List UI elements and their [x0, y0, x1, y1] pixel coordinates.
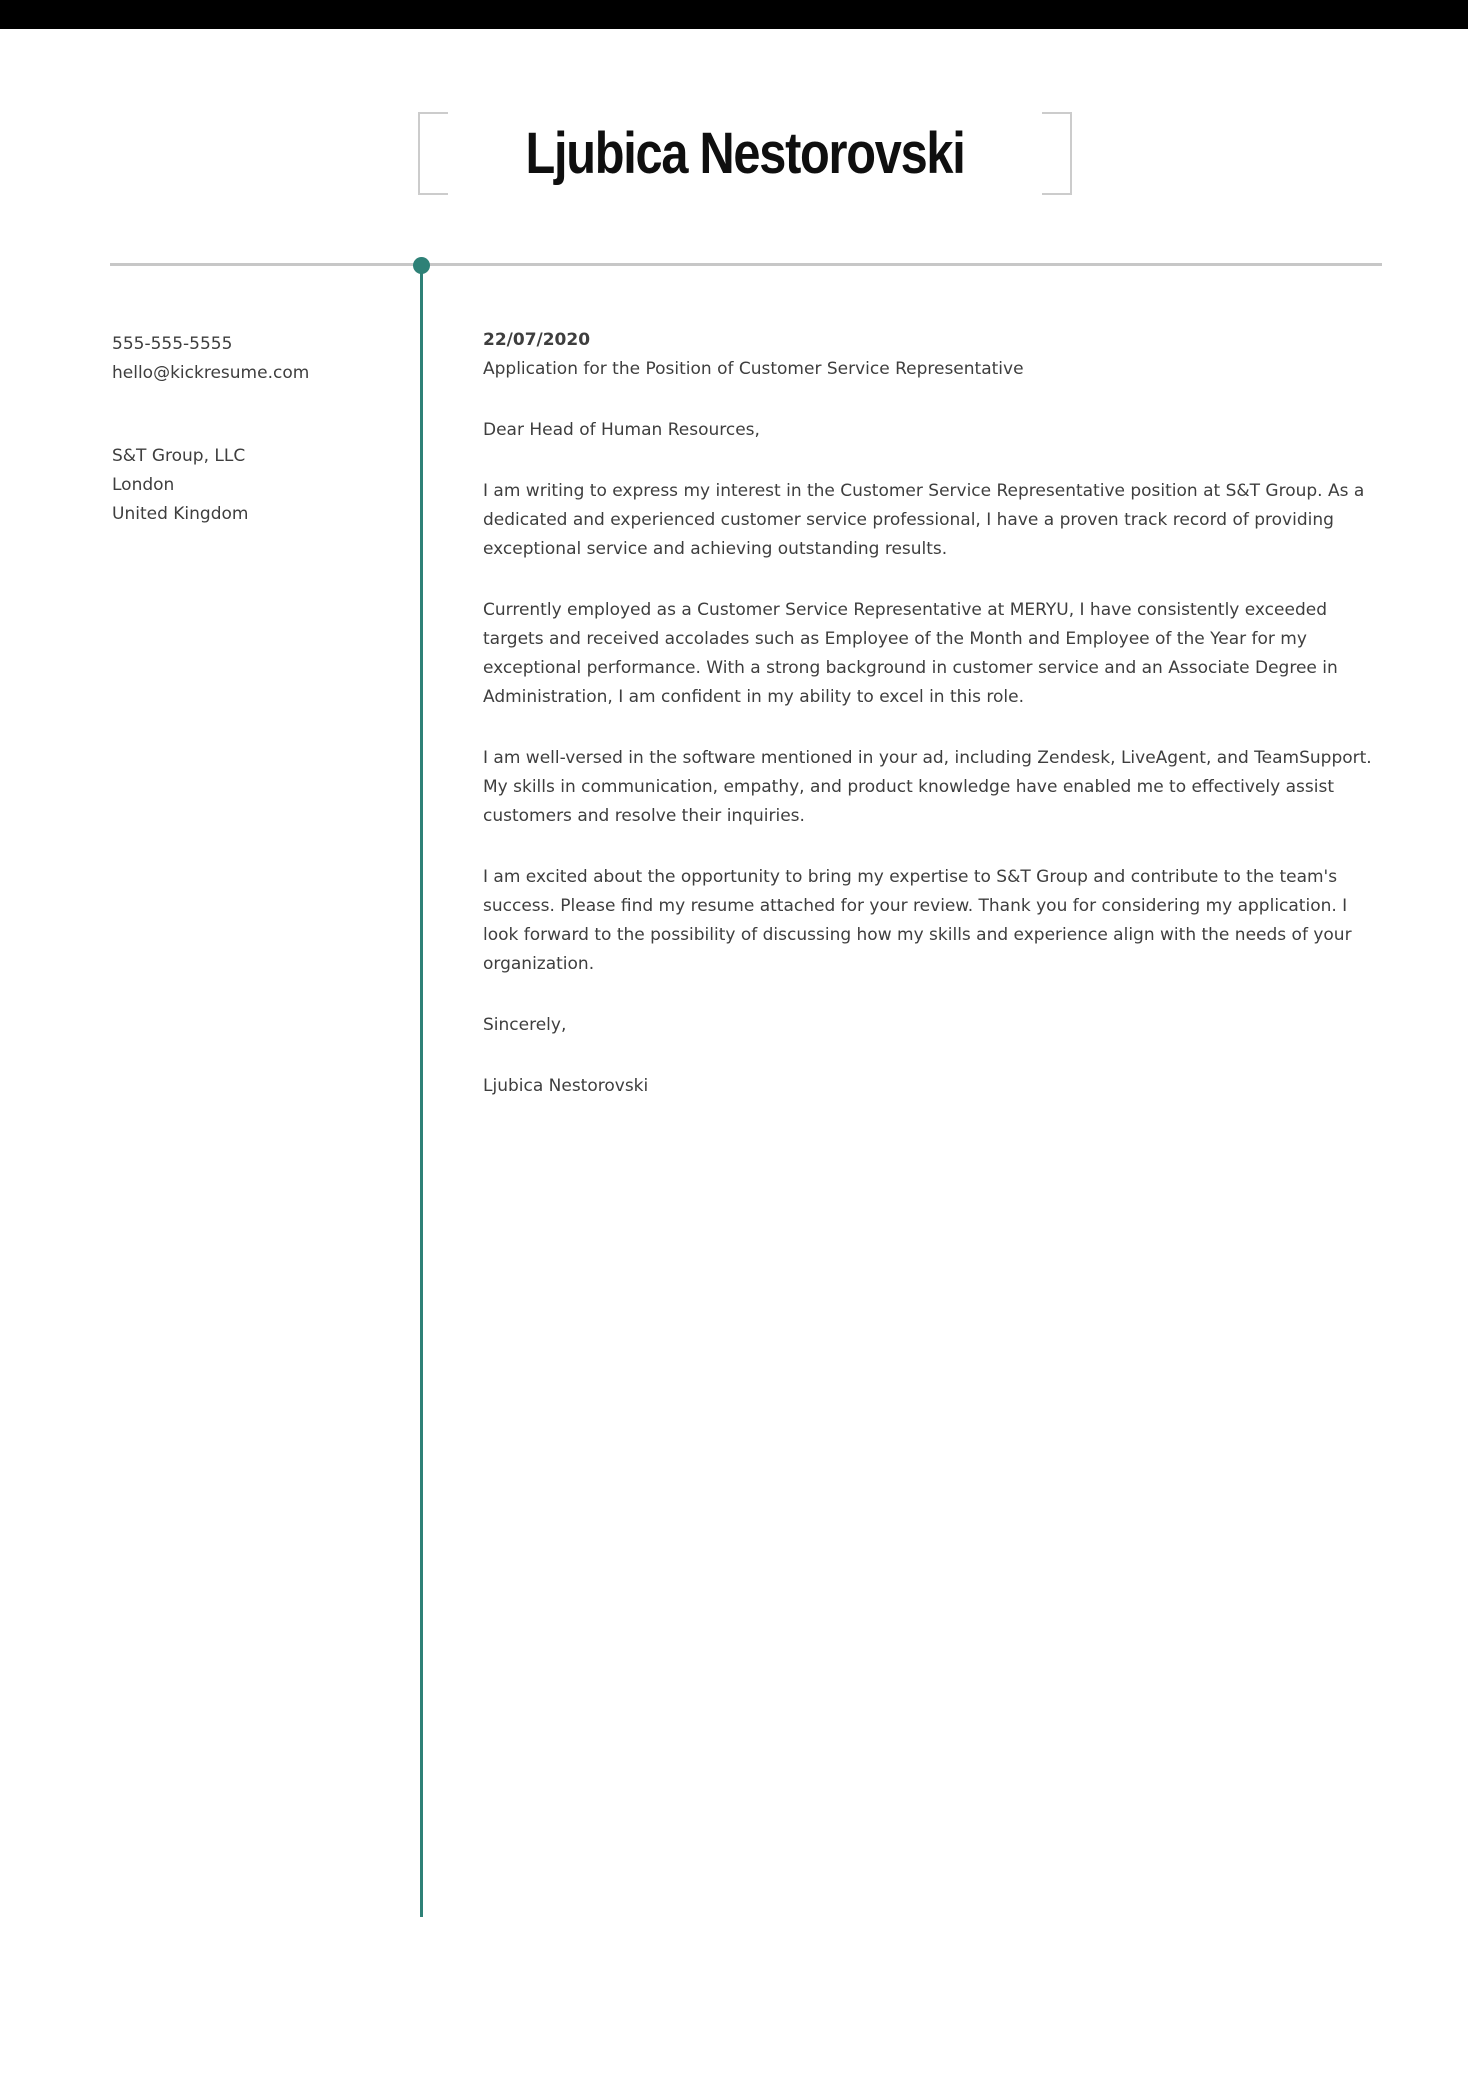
recipient-city: London	[112, 475, 175, 495]
letter-date: 22/07/2020	[483, 330, 591, 350]
letter-subject: Application for the Position of Customer Service Representative	[483, 359, 1024, 379]
date-subject-block	[483, 326, 1380, 384]
letter-paragraph: Currently employed as a Customer Service Representative at MERYU, I have consistently exceeded targets and received accolades such as Employee of the Month and Employee of the Year for my exceptional performance. With a strong background in customer service and an Associate Degree in Administration, I am confident in my ability to excel in this role.	[483, 600, 1338, 707]
timeline-dot	[413, 257, 430, 274]
letter-paragraph: I am excited about the opportunity to bring my expertise to S&T Group and contribute to the team's success. Please find my resume attached for your review. Thank you for considering my application. I look forward to the possibility of discussing how my skills and experience align with the needs of your organization.	[483, 867, 1352, 974]
letter-paragraph: I am writing to express my interest in the Customer Service Representative position at S&T Group. As a dedicated and experienced customer service professional, I have a proven track record of providing exceptional service and achieving outstanding results.	[483, 481, 1365, 559]
bracket-left-decoration	[418, 112, 448, 195]
vertical-accent-line	[420, 265, 423, 1917]
email-address: hello@kickresume.com	[112, 363, 310, 383]
applicant-name-title: Ljubica Nestorovski	[525, 120, 965, 186]
phone-number: 555-555-5555	[112, 334, 233, 354]
closing: Sincerely,	[483, 1015, 567, 1035]
letter-paragraph: I am well-versed in the software mentioned in your ad, including Zendesk, LiveAgent, and TeamSupport. My skills in communication, empathy, and product knowledge have enabled me to effectively assist customers and resolve their inquiries.	[483, 748, 1372, 826]
horizontal-divider	[110, 263, 1382, 266]
recipient-company: S&T Group, LLC	[112, 446, 246, 466]
letter-body	[483, 326, 1380, 1101]
contact-sidebar	[112, 330, 402, 529]
recipient-country: United Kingdom	[112, 504, 249, 524]
letter-header	[418, 112, 1072, 195]
top-accent-bar	[0, 0, 1468, 29]
contact-block	[112, 330, 402, 388]
bracket-right-decoration	[1042, 112, 1072, 195]
signature-name: Ljubica Nestorovski	[483, 1076, 649, 1096]
recipient-block	[112, 442, 402, 529]
salutation: Dear Head of Human Resources,	[483, 420, 760, 440]
